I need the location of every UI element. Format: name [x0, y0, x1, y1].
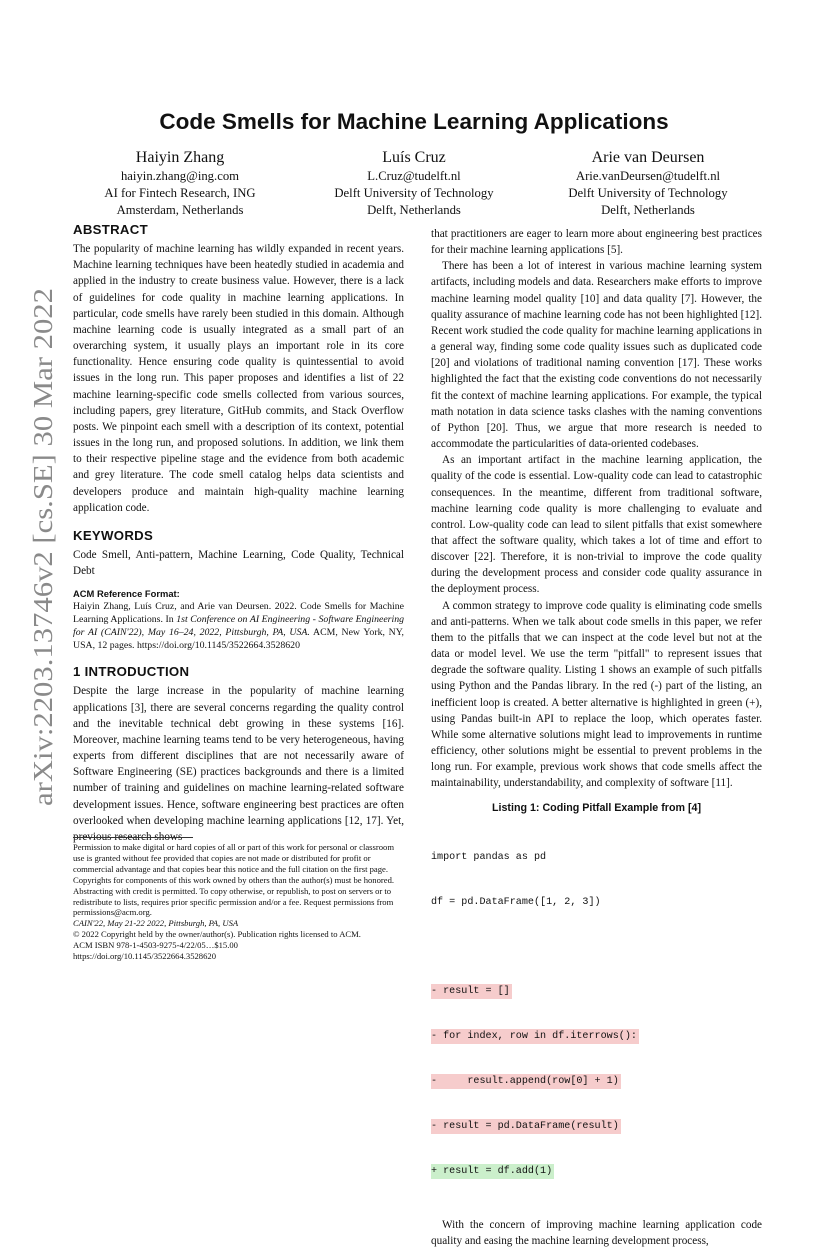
author-name: Haiyin Zhang [135, 149, 225, 166]
introduction-paragraph: Despite the large increase in the popularity of machine learning applications [3], there are several concerns regarding the quality control and the inevitable technical debt growing in these systems [16]. Moreover, machine learning teams tend to be very heterogeneous, having experts from different disciplines that are not necessarily aware of Software Engineering (SE) practices backgrounds and there is a limited number of training and guidelines on machine learning-related software development issues. Hence, software engineering best practices are often overlooked when developing machine learning applications [12, 17]. Yet, previous research shows [73, 685, 404, 843]
code-line: df = pd.DataFrame([1, 2, 3]) [431, 896, 601, 908]
footnote-block [73, 837, 404, 962]
author-email: haiyin.zhang@ing.com [120, 169, 240, 183]
code-line: import pandas as pd [431, 851, 547, 863]
paragraph: With the concern of improving machine learning application code quality and easing the machine learning development process, [431, 1218, 762, 1247]
author-location: Delft, Netherlands [367, 203, 461, 217]
conference-line: CAIN'22, May 21-22 2022, Pittsburgh, PA, USA [73, 918, 239, 929]
listing-caption: Listing 1: Coding Pitfall Example from [4] [491, 802, 702, 815]
paper-title: Code Smells for Machine Learning Applications [159, 109, 669, 134]
paragraph: that practitioners are eager to learn more about engineering best practices for their machine learning applications [5]. [431, 228, 762, 257]
abstract-text: The popularity of machine learning has wildly expanded in recent years. Machine learning techniques have been heatedly studied in academia and applied in the industry to create business value. However, there is a lack of guidelines for code quality in machine learning applications. In particular, code smells have rarely been studied in this domain. Although machine learning code is usually integrated as a small part of an overarching system, it usually plays an important role in its core functionality. Hence ensuring code quality is quintessential to avoid issues in the long run. This paper proposes and identifies a list of 22 machine learning-specific code smells collected from various sources, including papers, grey literature, GitHub commits, and Stack Overflow posts. We pinpoint each smell with a description of its context, potential issues in the long run, and proposed solutions. In addition, we link them to their respective pipeline stage and the evidence from both academic and grey literature. The code smell catalog helps data scientists and developers produce and maintain high-quality machine learning application code. [73, 243, 404, 514]
arxiv-stamp-text: arXiv:2203.13746v2 [cs.SE] 30 Mar 2022 [28, 350, 58, 806]
paragraph: There has been a lot of interest in various machine learning system artifacts, including models and data. Researchers make efforts to improve machine learning model quality [10] and data quality [7]. However, the quality assurance of machine learning code has not been highlighted [12]. Recent work studied the code quality for machine learning applications in a general way, finding some code quality issues such as duplicated code [20] and violations of traditional naming convention [17]. These works highlighted the fact that the existing code conventions do not necessarily fit the context of machine learning applications. For example, the typical math notation in data science tasks clashes with the naming conventions of Python [20]. Thus, we argue that more research is needed to accommodate the particularities of data-oriented codebases. [431, 260, 762, 451]
author-affiliation: Delft University of Technology [334, 186, 494, 200]
author-2 [294, 148, 534, 219]
author-location: Amsterdam, Netherlands [116, 203, 244, 217]
author-name: Luís Cruz [382, 149, 446, 166]
acm-reference-venue: 1st Conference on AI Engineering - Software Engineering for AI (CAIN'22), May 16–24, 2022, Pittsburgh, PA, USA. [73, 614, 404, 639]
permission-notice: Permission to make digital or hard copies of all or part of this work for personal or classroom use is granted without fee provided that copies are not made or distributed for profit or commercial advantage and that copies bear this notice and the full citation on the first page. Copyrights for components of this work owned by others than the author(s) must be honored. Abstracting with credit is permitted. To copy otherwise, or republish, to post on servers or to redistribute to lists, requires prior specific permission and/or a fee. Request permissions from permissions@acm.org. [73, 842, 395, 918]
author-1 [60, 148, 300, 219]
acm-reference-text [73, 600, 404, 652]
author-name: Arie van Deursen [591, 149, 705, 166]
code-line-removed: - result = [] [431, 985, 510, 997]
code-line-removed: - result.append(row[0] + 1) [431, 1075, 619, 1087]
acm-reference-tail: ACM, New York, NY, USA, 12 pages. https://doi.org/10.1145/3522664.3528620 [73, 627, 404, 652]
left-column [73, 222, 404, 845]
acm-reference-heading: ACM Reference Format: [73, 588, 180, 600]
arxiv-side-stamp [22, 286, 62, 806]
keywords-heading: KEYWORDS [73, 527, 154, 543]
code-line-added: + result = df.add(1) [431, 1165, 553, 1177]
code-line-removed: - for index, row in df.iterrows(): [431, 1030, 637, 1042]
footnote-rule [73, 837, 193, 838]
acm-reference-lead: Haiyin Zhang, Luís Cruz, and Arie van Deursen. 2022. Code Smells for Machine Learning Applications. In [73, 601, 404, 626]
paragraph: A common strategy to improve code quality is eliminating code smells and anti-patterns. When we talk about code smells in this paper, we refer them to the pitfalls that we can inspect at the code level but not at the data or model level. We use the term "pitfall" to represent issues that degrade the software quality. Listing 1 shows an example of such pitfalls using Python and the Pandas library. In the red (-) part of the listing, an inefficient loop is created. A better alternative is highlighted in green (+), using Pandas built-in API to replace the loop, which operates faster. While some alternative solutions might lead to improvements in runtime efficiency, other solutions might be essential to prevent problems in the long run. For example, previous work shows that code smells affect the maintainability, understandability, and complexity of software [11]. [431, 599, 762, 790]
isbn-line: ACM ISBN 978-1-4503-9275-4/22/05…$15.00 [73, 940, 238, 951]
copyright-line: © 2022 Copyright held by the owner/author(s). Publication rights licensed to ACM. [73, 929, 361, 940]
author-affiliation: Delft University of Technology [568, 186, 728, 200]
author-affiliation: AI for Fintech Research, ING [104, 186, 256, 200]
author-email: L.Cruz@tudelft.nl [367, 169, 461, 183]
author-email: Arie.vanDeursen@tudelft.nl [575, 169, 721, 183]
right-column [431, 226, 762, 1249]
paragraph: As an important artifact in the machine learning application, the quality of the code is essential. Low-quality code can lead to catastrophic consequences. In the meantime, different from traditional software, machine learning code quality is more challenging to evaluate and control. Low-quality code can lead to silent pitfalls that exist somewhere that affect the software quality, which takes a lot of time and effort to discover [22]. Therefore, it is non-trivial to improve the code quality during the development process and consider code quality assurance in the deployment process. [431, 454, 762, 596]
code-listing [431, 820, 762, 1209]
keywords-text: Code Smell, Anti-pattern, Machine Learning, Code Quality, Technical Debt [73, 548, 404, 578]
author-location: Delft, Netherlands [601, 203, 695, 217]
code-line-removed: - result = pd.DataFrame(result) [431, 1120, 619, 1132]
introduction-heading: 1 INTRODUCTION [73, 664, 190, 680]
abstract-heading: ABSTRACT [73, 222, 148, 237]
author-3 [528, 148, 768, 219]
doi-line: https://doi.org/10.1145/3522664.3528620 [73, 951, 216, 962]
